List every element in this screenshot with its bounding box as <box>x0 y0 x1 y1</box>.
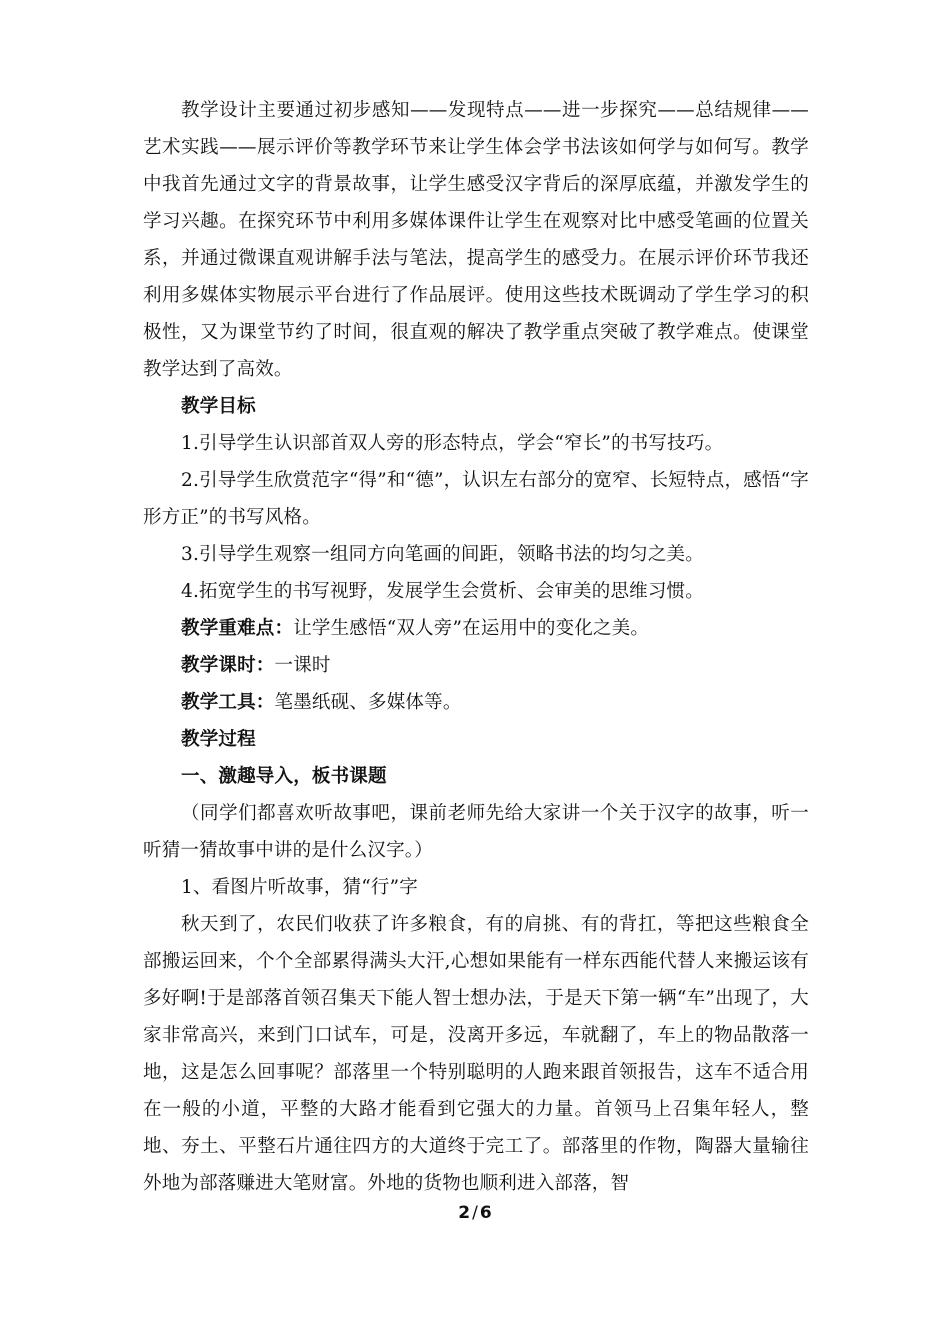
total-pages: 6 <box>479 1203 492 1223</box>
class-hours-line <box>143 647 809 684</box>
objective-item-3: 3.引导学生观察一组同方向笔画的间距，领略书法的均匀之美。 <box>181 544 704 565</box>
section1-note: （同学们都喜欢听故事吧，课前老师先给大家讲一个关于汉字的故事，听一听猜一猜故事中讲的是什么汉字。） <box>143 803 809 861</box>
key-point-text: 让学生感悟“双人旁”在运用中的变化之美。 <box>293 618 650 639</box>
key-point-line <box>143 610 809 647</box>
process-heading: 教学过程 <box>181 729 256 750</box>
class-hours-label: 教学课时： <box>181 655 275 676</box>
objectives-heading: 教学目标 <box>181 396 256 417</box>
class-hours-text: 一课时 <box>274 655 331 676</box>
document-page <box>143 92 809 1202</box>
step1-title: 1、看图片听故事，猜“行”字 <box>181 877 418 898</box>
current-page: 2 <box>458 1203 471 1223</box>
objective-item-2: 2.引导学生欣赏范字“得”和“德”，认识左右部分的宽窄、长短特点，感悟“字形方正”的书写风格。 <box>143 470 809 528</box>
page-number <box>0 1203 950 1223</box>
intro-paragraph: 教学设计主要通过初步感知——发现特点——进一步探究——总结规律——艺术实践——展示评价等教学环节来让学生体会学书法该如何学与如何写。教学中我首先通过文字的背景故事，让学生感受汉字背后的深厚底蕴，并激发学生的学习兴趣。在探究环节中利用多媒体课件让学生在观察对比中感受笔画的位置关系，并通过微课直观讲解手法与笔法，提高学生的感受力。在展示评价环节我还利用多媒体实物展示平台进行了作品展评。使用这些技术既调动了学生学习的积极性，又为课堂节约了时间，很直观的解决了教学重点突破了教学难点。使课堂教学达到了高效。 <box>143 100 809 380</box>
tools-text: 笔墨纸砚、多媒体等。 <box>274 692 462 713</box>
objective-item-4: 4.拓宽学生的书写视野，发展学生会赏析、会审美的思维习惯。 <box>181 581 704 602</box>
story-paragraph: 秋天到了，农民们收获了许多粮食，有的肩挑、有的背扛，等把这些粮食全部搬运回来，个个全部累得满头大汗,心想如果能有一样东西能代替人来搬运该有多好啊!于是部落首领召集天下能人智士想办法，于是天下第一辆“车”出现了，大家非常高兴，来到门口试车，可是，没离开多远，车就翻了，车上的物品散落一地，这是怎么回事呢？部落里一个特别聪明的人跑来跟首领报告，这车不适合用在一般的小道，平整的大路才能看到它强大的力量。首领马上召集年轻人，整地、夯土、平整石片通往四方的大道终于完工了。部落里的作物，陶器大量输往外地为部落赚进大笔财富。外地的货物也顺利进入部落，智 <box>143 914 809 1194</box>
section1-heading: 一、激趣导入，板书课题 <box>181 766 387 787</box>
tools-label: 教学工具： <box>181 692 275 713</box>
key-point-label: 教学重难点： <box>181 618 294 639</box>
tools-line <box>143 684 809 721</box>
page-separator: / <box>472 1203 478 1223</box>
objective-item-1: 1.引导学生认识部首双人旁的形态特点，学会“窄长”的书写技巧。 <box>181 433 724 454</box>
